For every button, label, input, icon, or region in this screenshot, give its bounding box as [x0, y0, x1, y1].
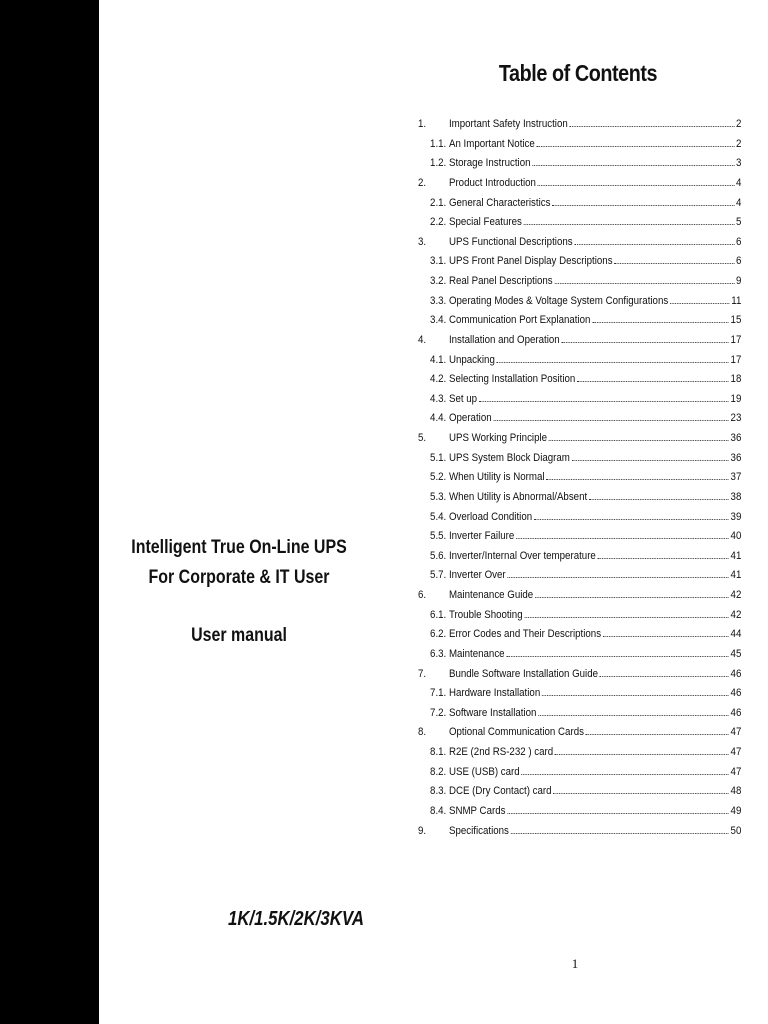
toc-dot-leader	[524, 224, 735, 225]
toc-entry-page: 6	[735, 235, 742, 248]
toc-entry-title: R2E (2nd RS-232 ) card	[448, 746, 554, 758]
toc-entry-number: 2.	[418, 176, 427, 189]
toc-entry-page: 38	[730, 490, 742, 503]
toc-entry[interactable]	[418, 746, 741, 766]
toc-entry[interactable]	[418, 785, 741, 805]
toc-dot-leader	[538, 185, 735, 186]
toc-entry-page: 45	[730, 647, 742, 660]
toc-dot-leader	[546, 479, 729, 480]
toc-entry-number: 7.	[418, 667, 427, 680]
toc-entry-number: 8.3.	[430, 785, 447, 798]
toc-dot-leader	[552, 205, 734, 206]
toc-entry-page: 18	[730, 373, 742, 386]
toc-entry[interactable]	[418, 707, 741, 727]
toc-entry[interactable]	[418, 412, 741, 432]
toc-entry-page: 47	[730, 765, 742, 778]
product-name-line-2: For Corporate & IT User	[148, 567, 330, 588]
toc-entry[interactable]	[418, 275, 741, 295]
toc-entry-title: General Characteristics	[448, 196, 551, 209]
toc-entry-page: 36	[730, 451, 742, 464]
toc-entry-page: 6	[735, 255, 742, 268]
toc-entry[interactable]	[418, 511, 741, 531]
toc-dot-leader	[554, 283, 734, 284]
toc-entry[interactable]	[418, 589, 741, 609]
table-of-contents	[418, 118, 742, 844]
toc-entry[interactable]	[418, 648, 741, 668]
toc-entry-title: Important Safety Instruction	[448, 118, 568, 130]
toc-entry-title: Real Panel Descriptions	[448, 275, 553, 287]
toc-entry-number: 7.2.	[430, 706, 447, 719]
toc-entry-page: 2	[735, 118, 742, 130]
toc-entry-title: Communication Port Explanation	[448, 314, 591, 327]
toc-entry-title: Maintenance Guide	[448, 589, 534, 601]
toc-entry-number: 1.	[418, 118, 427, 130]
toc-dot-leader	[603, 636, 729, 637]
toc-entry-page: 19	[730, 392, 742, 405]
toc-entry[interactable]	[418, 216, 741, 236]
toc-entry-title: Inverter Failure	[448, 530, 515, 543]
toc-dot-leader	[598, 558, 729, 559]
toc-entry-page: 3	[735, 157, 742, 170]
toc-entry-number: 8.2.	[430, 765, 447, 778]
toc-entry-title: Software Installation	[448, 706, 537, 719]
toc-entry[interactable]	[418, 609, 741, 629]
toc-entry-title: Specifications	[448, 824, 509, 837]
toc-entry-number: 5.5.	[430, 530, 447, 543]
toc-entry-number: 6.1.	[430, 608, 447, 621]
toc-entry-number: 2.2.	[430, 216, 447, 229]
toc-dot-leader	[532, 165, 734, 166]
toc-entry-title: Installation and Operation	[448, 333, 560, 346]
toc-entry[interactable]	[418, 805, 741, 825]
toc-entry-number: 4.4.	[430, 412, 447, 425]
toc-entry[interactable]	[418, 825, 741, 845]
toc-dot-leader	[537, 146, 735, 147]
toc-entry-page: 37	[730, 471, 742, 484]
toc-entry-number: 5.	[418, 432, 427, 444]
toc-dot-leader	[507, 577, 728, 578]
toc-entry-page: 41	[730, 569, 742, 582]
toc-dot-leader	[555, 754, 729, 755]
toc-entry-number: 5.2.	[430, 471, 447, 484]
toc-entry-number: 5.4.	[430, 510, 447, 523]
toc-dot-leader	[549, 440, 729, 441]
toc-entry[interactable]	[418, 334, 741, 354]
toc-entry-page: 17	[730, 333, 742, 346]
toc-entry[interactable]	[418, 530, 741, 550]
toc-entry-title: Operation	[448, 412, 492, 425]
toc-entry-title: Storage Instruction	[448, 157, 531, 170]
toc-entry-page: 40	[730, 530, 742, 543]
toc-entry-number: 3.4.	[430, 314, 447, 327]
toc-entry-number: 1.1.	[430, 137, 447, 150]
toc-dot-leader	[493, 420, 728, 421]
toc-entry-number: 8.	[418, 726, 427, 739]
toc-entry-number: 3.1.	[430, 255, 447, 268]
toc-entry-title: Bundle Software Installation Guide	[448, 667, 599, 680]
toc-entry-title: When Utility is Normal	[448, 471, 545, 484]
toc-entry-number: 3.3.	[430, 294, 447, 307]
toc-dot-leader	[542, 695, 729, 696]
toc-entry-number: 5.3.	[430, 490, 447, 503]
toc-entry[interactable]	[418, 373, 741, 393]
toc-entry-title: Product Introduction	[448, 176, 536, 189]
toc-entry-number: 4.	[418, 333, 427, 346]
toc-entry-title: UPS Functional Descriptions	[448, 235, 573, 248]
toc-dot-leader	[569, 126, 734, 127]
toc-entry-title: Operating Modes & Voltage System Configurations	[448, 294, 669, 307]
toc-entry-page: 46	[730, 667, 742, 680]
toc-entry-title: Unpacking	[448, 353, 495, 366]
toc-entry-page: 50	[730, 824, 742, 837]
model-ratings: 1K/1.5K/2K/3KVA	[227, 908, 365, 930]
toc-dot-leader	[577, 381, 729, 382]
toc-entry-number: 7.1.	[430, 687, 447, 700]
toc-dot-leader	[516, 538, 729, 539]
toc-entry[interactable]	[418, 393, 741, 413]
toc-entry[interactable]	[418, 177, 741, 197]
toc-entry[interactable]	[418, 668, 741, 688]
toc-entry[interactable]	[418, 491, 741, 511]
toc-dot-leader	[589, 499, 729, 500]
manual-label: User manual	[191, 625, 287, 646]
toc-entry-page: 11	[731, 294, 742, 307]
product-name-line-1: Intelligent True On-Line UPS	[131, 537, 347, 558]
toc-entry-title: When Utility is Abnormal/Absent	[448, 490, 588, 503]
toc-entry-page: 46	[730, 706, 742, 719]
toc-entry[interactable]	[418, 569, 741, 589]
toc-entry[interactable]	[418, 452, 741, 472]
toc-entry-page: 47	[730, 726, 742, 739]
toc-entry-page: 36	[730, 432, 742, 444]
toc-entry[interactable]	[418, 197, 741, 217]
toc-entry[interactable]	[418, 471, 741, 491]
toc-entry-title: Optional Communication Cards	[448, 726, 584, 739]
toc-entry-number: 6.2.	[430, 628, 447, 641]
toc-entry-page: 49	[730, 804, 742, 817]
toc-entry-title: UPS Front Panel Display Descriptions	[448, 255, 613, 268]
toc-dot-leader	[586, 734, 729, 735]
toc-entry[interactable]	[418, 295, 741, 315]
toc-entry-number: 3.2.	[430, 275, 447, 287]
toc-entry-page: 17	[730, 353, 742, 366]
toc-entry-number: 4.3.	[430, 392, 447, 405]
toc-entry[interactable]	[418, 628, 741, 648]
product-title-block	[104, 533, 374, 651]
toc-entry-page: 47	[730, 746, 742, 758]
toc-entry-page: 9	[735, 275, 742, 287]
toc-entry[interactable]	[418, 255, 741, 275]
toc-entry-title: Inverter/Internal Over temperature	[448, 549, 596, 562]
toc-entry-title: An Important Notice	[448, 137, 535, 150]
toc-entry-page: 15	[730, 314, 742, 327]
toc-entry[interactable]	[418, 687, 741, 707]
toc-entry-title: Special Features	[448, 216, 522, 229]
toc-dot-leader	[507, 813, 729, 814]
toc-dot-leader	[572, 460, 729, 461]
toc-entry-title: Overload Condition	[448, 510, 533, 523]
toc-entry-title: Hardware Installation	[448, 687, 541, 700]
toc-entry-title: UPS Working Principle	[448, 432, 548, 444]
toc-entry-page: 46	[730, 687, 742, 700]
toc-dot-leader	[553, 793, 729, 794]
toc-entry-number: 5.7.	[430, 569, 447, 582]
toc-entry-page: 5	[735, 216, 742, 229]
toc-entry-number: 4.2.	[430, 373, 447, 386]
toc-entry[interactable]	[418, 766, 741, 786]
toc-entry-page: 48	[730, 785, 742, 798]
toc-entry-number: 2.1.	[430, 196, 447, 209]
toc-entry-page: 42	[730, 608, 742, 621]
toc-entry[interactable]	[418, 118, 741, 138]
toc-dot-leader	[592, 322, 729, 323]
toc-dot-leader	[561, 342, 728, 343]
toc-entry-page: 4	[735, 176, 742, 189]
toc-dot-leader	[506, 656, 729, 657]
toc-entry-number: 6.3.	[430, 647, 447, 660]
toc-dot-leader	[497, 362, 729, 363]
toc-entry-title: USE (USB) card	[448, 765, 520, 778]
toc-entry-title: Trouble Shooting	[448, 608, 523, 621]
toc-dot-leader	[670, 303, 730, 304]
toc-dot-leader	[534, 519, 729, 520]
toc-dot-leader	[574, 244, 734, 245]
toc-dot-leader	[538, 715, 729, 716]
toc-entry[interactable]	[418, 432, 741, 452]
toc-entry-number: 4.1.	[430, 353, 447, 366]
toc-entry-page: 39	[730, 510, 742, 523]
toc-entry-title: Error Codes and Their Descriptions	[448, 628, 602, 641]
toc-entry-title: Set up	[448, 392, 478, 405]
toc-title: Table of Contents	[498, 60, 658, 86]
toc-entry-page: 4	[735, 196, 742, 209]
toc-entry-page: 41	[730, 549, 742, 562]
toc-entry-number: 8.1.	[430, 746, 447, 758]
toc-entry-title: Inverter Over	[448, 569, 506, 582]
toc-entry-number: 5.6.	[430, 549, 447, 562]
black-sidebar-band	[0, 0, 99, 1024]
toc-entry-number: 9.	[418, 824, 427, 837]
toc-entry-number: 3.	[418, 235, 427, 248]
toc-dot-leader	[521, 774, 728, 775]
toc-dot-leader	[600, 676, 729, 677]
toc-entry-title: SNMP Cards	[448, 804, 506, 817]
toc-dot-leader	[524, 617, 729, 618]
toc-entry-number: 1.2.	[430, 157, 447, 170]
toc-entry[interactable]	[418, 354, 741, 374]
toc-entry-title: DCE (Dry Contact) card	[448, 785, 552, 798]
toc-entry-page: 23	[730, 412, 742, 425]
toc-entry[interactable]	[418, 157, 741, 177]
toc-entry[interactable]	[418, 236, 741, 256]
toc-entry-number: 5.1.	[430, 451, 447, 464]
toc-entry-title: Selecting Installation Position	[448, 373, 576, 386]
toc-entry-number: 8.4.	[430, 804, 447, 817]
toc-entry-page: 44	[730, 628, 742, 641]
toc-dot-leader	[535, 597, 729, 598]
toc-dot-leader	[511, 833, 729, 834]
toc-entry[interactable]	[418, 138, 741, 158]
toc-entry[interactable]	[418, 550, 741, 570]
toc-dot-leader	[614, 263, 734, 264]
toc-entry-page: 42	[730, 589, 742, 601]
toc-entry-title: Maintenance	[448, 647, 505, 660]
toc-entry[interactable]	[418, 726, 741, 746]
toc-entry[interactable]	[418, 314, 741, 334]
toc-entry-number: 6.	[418, 589, 427, 601]
page-number: 1	[571, 956, 579, 971]
toc-entry-page: 2	[735, 137, 742, 150]
toc-entry-title: UPS System Block Diagram	[448, 451, 570, 464]
toc-dot-leader	[479, 401, 729, 402]
